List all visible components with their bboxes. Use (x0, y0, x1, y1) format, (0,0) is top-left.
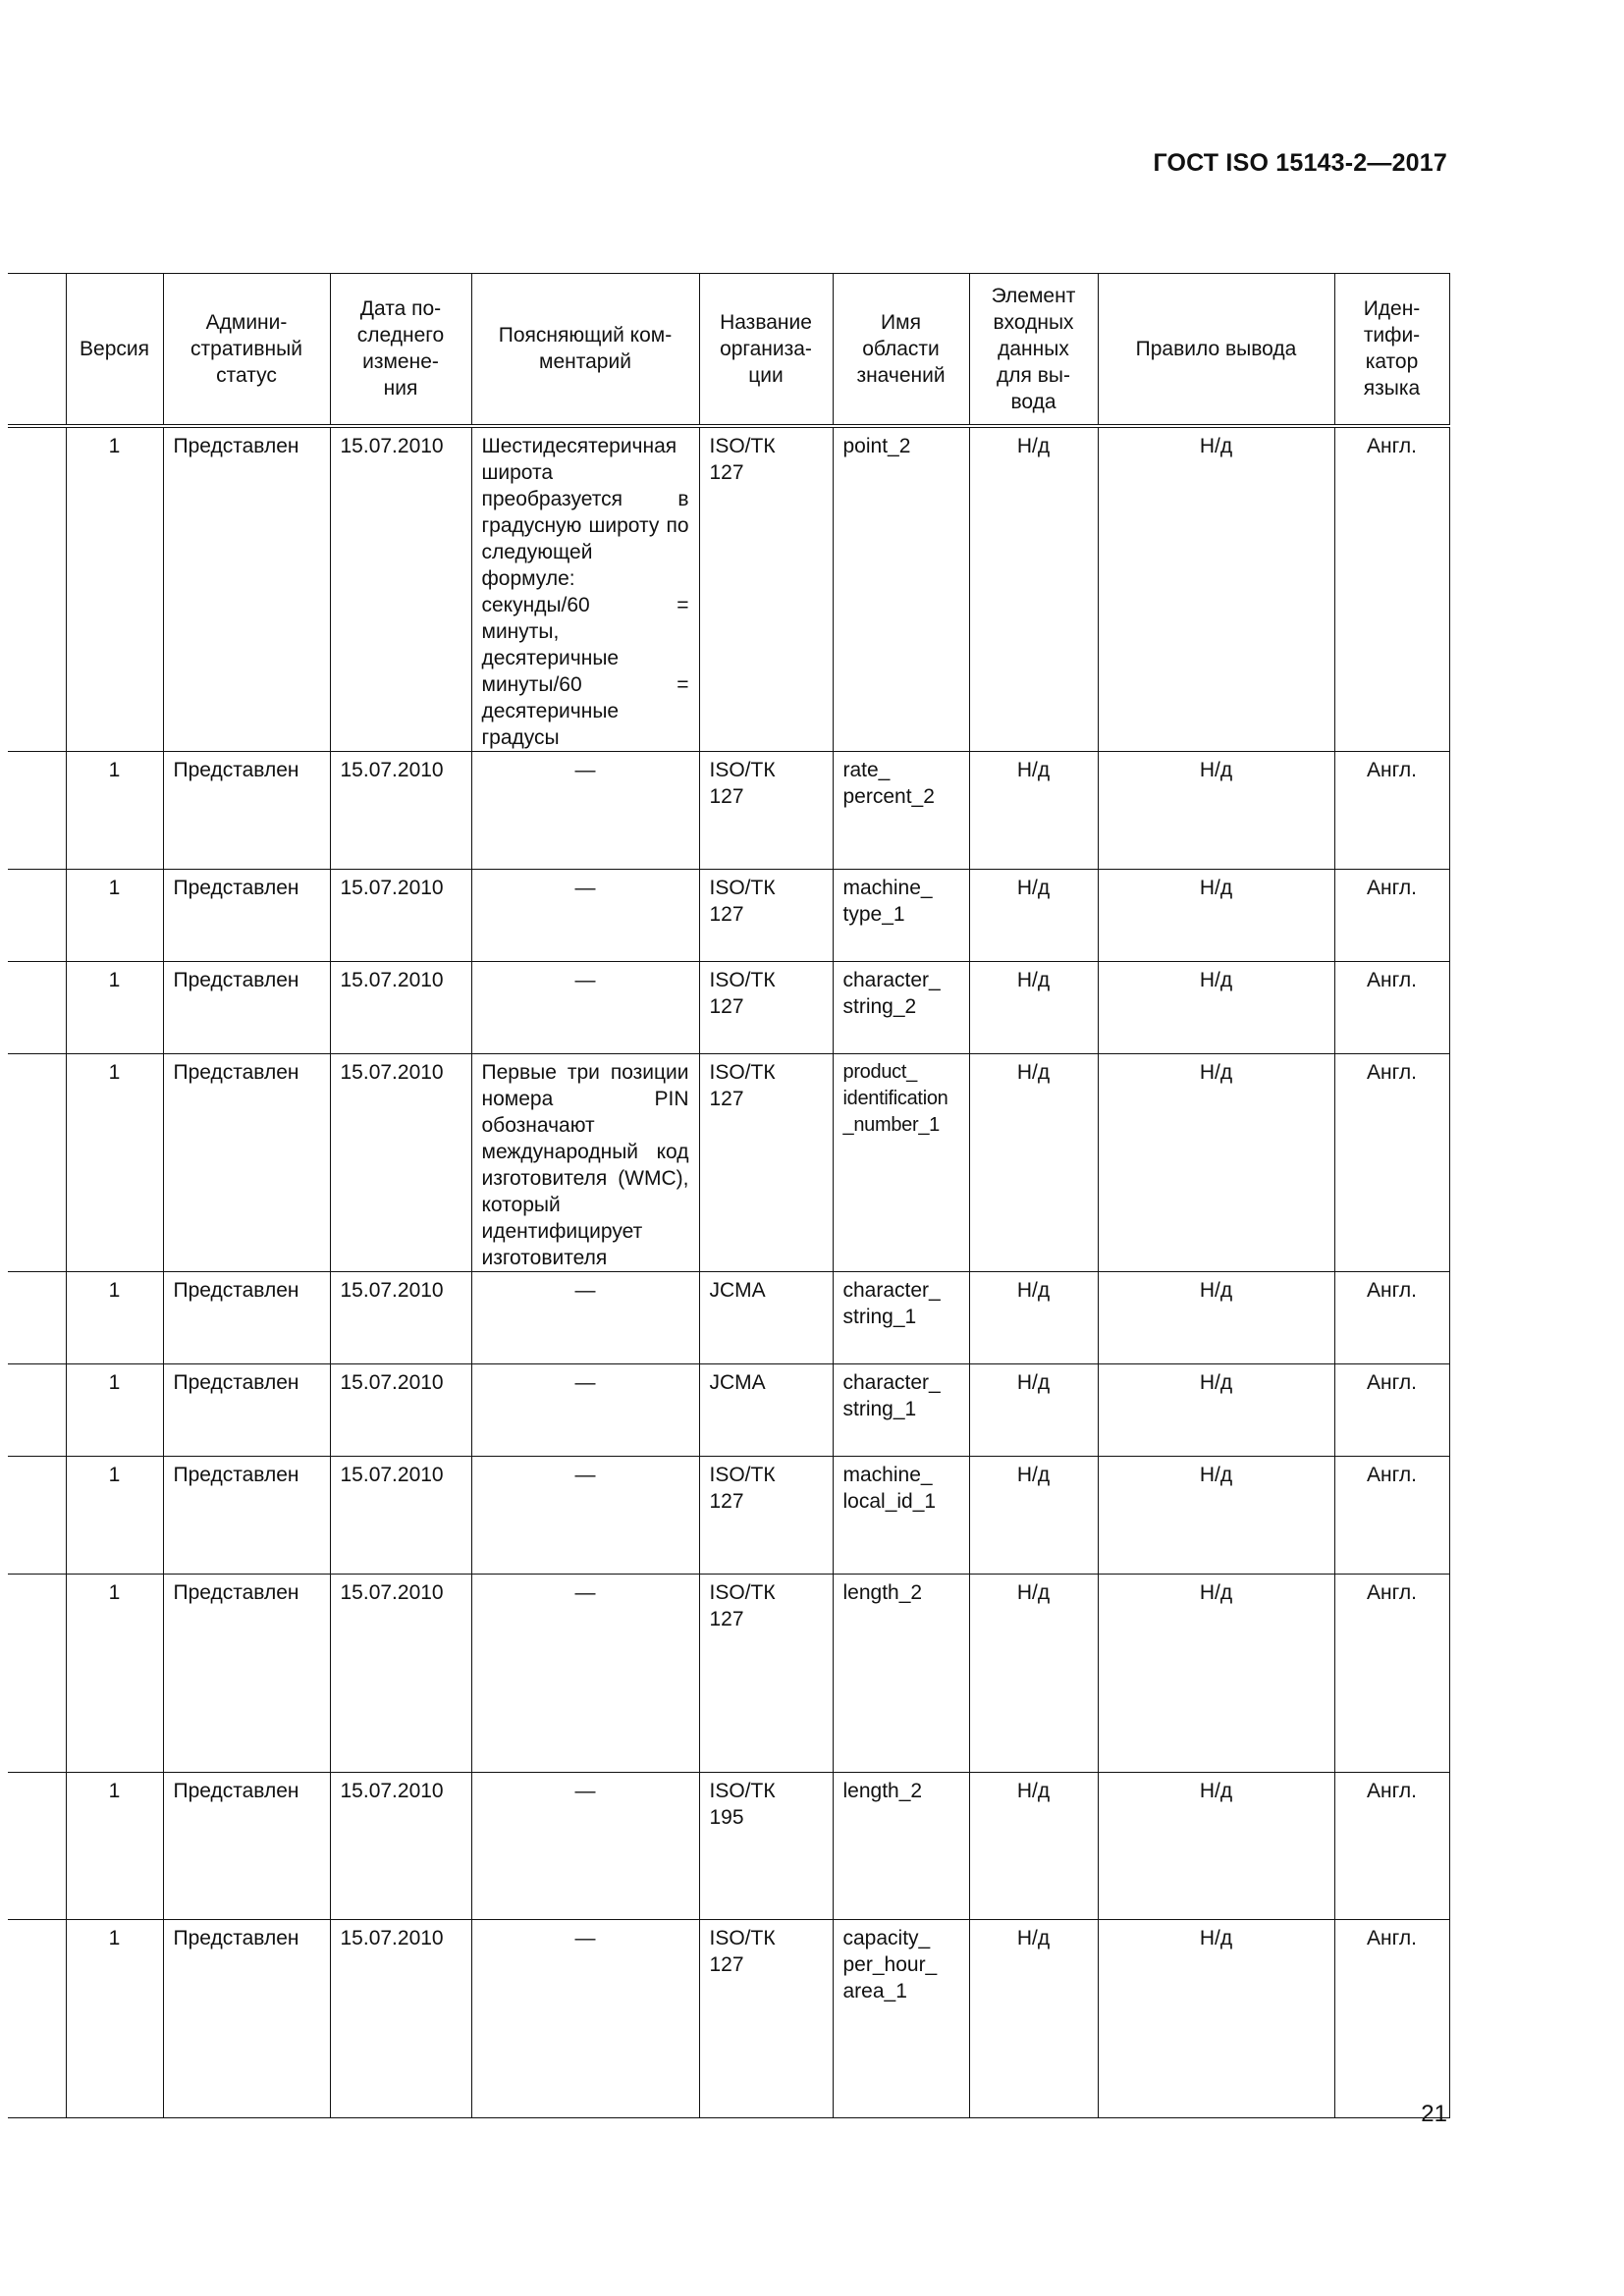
header-cell-organization: Название организа- ции (699, 274, 833, 426)
organization-cell: ISO/ТК 127 (699, 1574, 833, 1772)
organization-cell: ISO/ТК 195 (699, 1772, 833, 1919)
row-stub-cell (8, 426, 66, 752)
row-stub-cell (8, 869, 66, 961)
domain-cell: capacity_ per_hour_ area_1 (833, 1919, 969, 2117)
derivation-rule-cell: Н/д (1098, 1363, 1334, 1456)
version-cell: 1 (66, 961, 163, 1053)
organization-cell: JCMA (699, 1271, 833, 1363)
date-cell: 15.07.2010 (330, 1363, 471, 1456)
row-stub-cell (8, 1363, 66, 1456)
organization-cell: ISO/ТК 127 (699, 961, 833, 1053)
version-cell: 1 (66, 1053, 163, 1271)
page-number: 21 (1421, 2101, 1447, 2127)
date-cell: 15.07.2010 (330, 751, 471, 869)
status-cell: Представлен (163, 1574, 330, 1772)
date-cell: 15.07.2010 (330, 426, 471, 752)
input-element-cell: Н/д (969, 961, 1098, 1053)
table-row (8, 1053, 1449, 1271)
domain-cell: rate_ percent_2 (833, 751, 969, 869)
status-cell: Представлен (163, 1053, 330, 1271)
version-cell: 1 (66, 426, 163, 752)
date-cell: 15.07.2010 (330, 869, 471, 961)
date-cell: 15.07.2010 (330, 1574, 471, 1772)
header-cell-version: Версия (66, 274, 163, 426)
comment-cell: — (471, 961, 699, 1053)
derivation-rule-cell: Н/д (1098, 1053, 1334, 1271)
language-cell: Англ. (1334, 1271, 1449, 1363)
header-cell-status: Админи- стративный статус (163, 274, 330, 426)
data-table-container (8, 273, 1450, 2118)
domain-cell: machine_ type_1 (833, 869, 969, 961)
language-cell: Англ. (1334, 1053, 1449, 1271)
domain-cell: character_ string_2 (833, 961, 969, 1053)
domain-cell: character_ string_1 (833, 1363, 969, 1456)
status-cell: Представлен (163, 1772, 330, 1919)
table-row (8, 961, 1449, 1053)
input-element-cell: Н/д (969, 426, 1098, 752)
comment-cell: — (471, 1919, 699, 2117)
input-element-cell: Н/д (969, 1919, 1098, 2117)
language-cell: Англ. (1334, 1919, 1449, 2117)
comment-cell: — (471, 1456, 699, 1574)
header-cell-blank (8, 274, 66, 426)
version-cell: 1 (66, 1271, 163, 1363)
status-cell: Представлен (163, 1919, 330, 2117)
version-cell: 1 (66, 1772, 163, 1919)
derivation-rule-cell: Н/д (1098, 869, 1334, 961)
domain-cell: character_ string_1 (833, 1271, 969, 1363)
header-cell-domain: Имя области значений (833, 274, 969, 426)
organization-cell: ISO/ТК 127 (699, 426, 833, 752)
input-element-cell: Н/д (969, 1772, 1098, 1919)
language-cell: Англ. (1334, 751, 1449, 869)
domain-cell: machine_ local_id_1 (833, 1456, 969, 1574)
version-cell: 1 (66, 1363, 163, 1456)
input-element-cell: Н/д (969, 751, 1098, 869)
status-cell: Представлен (163, 1456, 330, 1574)
status-cell: Представлен (163, 1271, 330, 1363)
table-row (8, 1271, 1449, 1363)
header-cell-input-element: Элемент входных данных для вы- вода (969, 274, 1098, 426)
table-row (8, 1456, 1449, 1574)
table-row (8, 1363, 1449, 1456)
row-stub-cell (8, 1271, 66, 1363)
derivation-rule-cell: Н/д (1098, 1456, 1334, 1574)
input-element-cell: Н/д (969, 1053, 1098, 1271)
data-table (8, 273, 1450, 2118)
language-cell: Англ. (1334, 1574, 1449, 1772)
derivation-rule-cell: Н/д (1098, 1919, 1334, 2117)
row-stub-cell (8, 1456, 66, 1574)
language-cell: Англ. (1334, 1772, 1449, 1919)
organization-cell: ISO/ТК 127 (699, 1919, 833, 2117)
domain-cell: length_2 (833, 1772, 969, 1919)
version-cell: 1 (66, 1919, 163, 2117)
row-stub-cell (8, 1772, 66, 1919)
input-element-cell: Н/д (969, 1574, 1098, 1772)
language-cell: Англ. (1334, 1456, 1449, 1574)
input-element-cell: Н/д (969, 1456, 1098, 1574)
domain-cell: product_ identification _number_1 (833, 1053, 969, 1271)
version-cell: 1 (66, 869, 163, 961)
status-cell: Представлен (163, 426, 330, 752)
derivation-rule-cell: Н/д (1098, 1271, 1334, 1363)
derivation-rule-cell: Н/д (1098, 751, 1334, 869)
table-row (8, 869, 1449, 961)
status-cell: Представлен (163, 869, 330, 961)
organization-cell: ISO/ТК 127 (699, 1053, 833, 1271)
organization-cell: JCMA (699, 1363, 833, 1456)
table-row (8, 1574, 1449, 1772)
header-cell-date: Дата по- следнего измене- ния (330, 274, 471, 426)
derivation-rule-cell: Н/д (1098, 1574, 1334, 1772)
date-cell: 15.07.2010 (330, 1053, 471, 1271)
domain-cell: length_2 (833, 1574, 969, 1772)
date-cell: 15.07.2010 (330, 1271, 471, 1363)
table-header-row (8, 274, 1449, 426)
header-cell-derivation-rule: Правило вывода (1098, 274, 1334, 426)
table-row (8, 751, 1449, 869)
date-cell: 15.07.2010 (330, 961, 471, 1053)
input-element-cell: Н/д (969, 1271, 1098, 1363)
comment-cell: Первые три позиции номера PIN обозначают международный код изготовителя (WMC), который идентифицирует изготовителя (471, 1053, 699, 1271)
comment-cell: Шестидесятеричная широта преобразуется в градусную широту по следующей формуле: секунды/60 = минуты, десятеричные минуты/60 = десятеричные градусы (471, 426, 699, 752)
comment-cell: — (471, 1363, 699, 1456)
standard-designation: ГОСТ ISO 15143-2—2017 (1153, 149, 1447, 177)
table-row (8, 426, 1449, 752)
date-cell: 15.07.2010 (330, 1919, 471, 2117)
date-cell: 15.07.2010 (330, 1772, 471, 1919)
language-cell: Англ. (1334, 961, 1449, 1053)
table-body (8, 426, 1449, 2118)
version-cell: 1 (66, 1456, 163, 1574)
organization-cell: ISO/ТК 127 (699, 751, 833, 869)
table-row (8, 1772, 1449, 1919)
date-cell: 15.07.2010 (330, 1456, 471, 1574)
derivation-rule-cell: Н/д (1098, 961, 1334, 1053)
derivation-rule-cell: Н/д (1098, 1772, 1334, 1919)
header-cell-language: Иден- тифи- катор языка (1334, 274, 1449, 426)
comment-cell: — (471, 751, 699, 869)
row-stub-cell (8, 1574, 66, 1772)
version-cell: 1 (66, 751, 163, 869)
derivation-rule-cell: Н/д (1098, 426, 1334, 752)
row-stub-cell (8, 961, 66, 1053)
status-cell: Представлен (163, 751, 330, 869)
version-cell: 1 (66, 1574, 163, 1772)
comment-cell: — (471, 1772, 699, 1919)
comment-cell: — (471, 869, 699, 961)
organization-cell: ISO/ТК 127 (699, 869, 833, 961)
input-element-cell: Н/д (969, 1363, 1098, 1456)
language-cell: Англ. (1334, 1363, 1449, 1456)
table-row (8, 1919, 1449, 2117)
language-cell: Англ. (1334, 426, 1449, 752)
row-stub-cell (8, 1919, 66, 2117)
header-cell-comment: Поясняющий ком- ментарий (471, 274, 699, 426)
language-cell: Англ. (1334, 869, 1449, 961)
row-stub-cell (8, 1053, 66, 1271)
status-cell: Представлен (163, 1363, 330, 1456)
status-cell: Представлен (163, 961, 330, 1053)
row-stub-cell (8, 751, 66, 869)
domain-cell: point_2 (833, 426, 969, 752)
organization-cell: ISO/ТК 127 (699, 1456, 833, 1574)
input-element-cell: Н/д (969, 869, 1098, 961)
comment-cell: — (471, 1574, 699, 1772)
comment-cell: — (471, 1271, 699, 1363)
